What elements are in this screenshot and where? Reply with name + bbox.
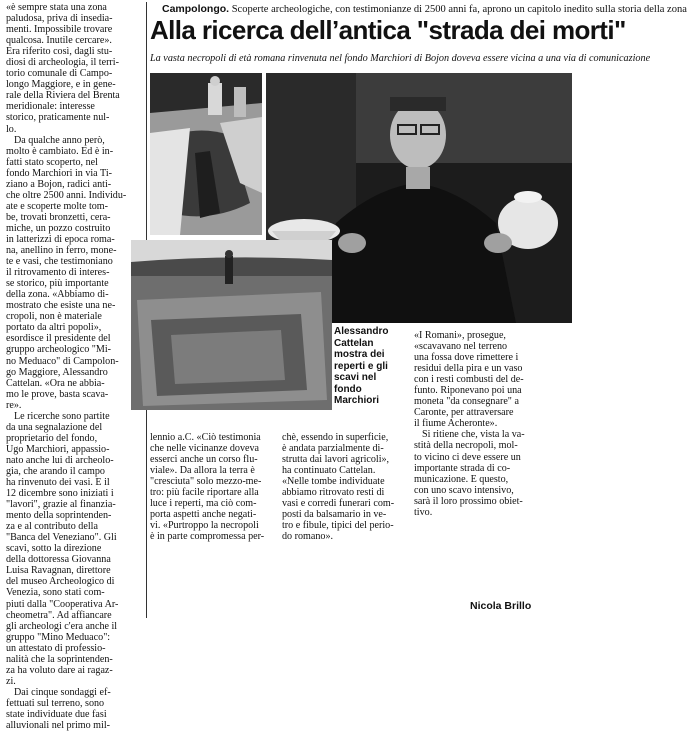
kicker-place: Campolongo. (162, 3, 230, 15)
column-1 (6, 2, 142, 731)
col1-paragraph-4: Dai cinque sondaggi ef- fettuati sul terreno, sono state individuate due fasi alluvionali nel primo mil- (6, 686, 111, 731)
col1-paragraph-1: «è sempre stata una zona paludosa, priva di insedia- menti. Impossibile trovare qualcosa. Inutile cercare». Era riferito così, dagli stu- diosi di archeologia, il terri- torio comunale di Campo- longo Maggiore, e in gene- rale della Riviera del Brenta meridionale: interesse storico, praticamente nul- lo. (6, 2, 120, 135)
col3-paragraph-1: chè, essendo in superficie, è andata parzialmente di- strutta dai lavori agricoli», ha continuato Cattelan. «Nelle tombe individuate abbiamo ritrovato resti di vasi e corredi funerari com- posti da balsamario in ve- tro e fibule, tipici del perio- do romano». (282, 432, 395, 543)
author-signature: Nicola Brillo (470, 600, 532, 612)
summary: La vasta necropoli di età romana rinvenuta nel fondo Marchiori di Bojon doveva essere vicina a una via di comunicazione (150, 53, 651, 64)
column-2 (150, 432, 274, 542)
col2-paragraph-1: lennio a.C. «Ciò testimonia che nelle vicinanze doveva esserci anche un corso flu- viale». Da allora la terra è "cresciuta" solo mezzo-me- tro: più facile riportare alla luce i reperti, ma ciò com- porta aspetti anche negati- vi. «Purtroppo la necropoli è in parte compromessa per- (150, 432, 265, 543)
col1-paragraph-3: Le ricerche sono partite da una segnalazione del proprietario del fondo, Ugo Marchiori, appassio- nato anche lui di archeolo- gia, che arando il campo ha rinvenuto dei vasi. E il 12 dicembre sono iniziati i "lavori", grazie al finanzia- mento della soprintenden- za e al contributo della "Banca del Veneziano". Gli scavi, sotto la direzione della dottoressa Giovanna Luisa Ravagnan, direttore del museo Archeologico di Venezia, sono stati com- piuti dalla "Cooperativa Ar- cheometra". Ad affiancare gli archeologi c'era anche il gruppo "Mino Meduaco": un attestato di professio- nalità che la soprintenden- za ha voluto dare ai ragaz- zi. (6, 410, 119, 687)
col4-paragraph-2: Si ritiene che, vista la va- stità della necropoli, mol- to vicino ci deve essere un importante strada di co- municazione. E questo, con uno scavo intensivo, sarà il loro prossimo obiet- tivo. (414, 429, 525, 518)
column-4 (414, 330, 570, 518)
col1-paragraph-2: Da qualche anno però, molto è cambiato. Ed è in- fatti stato scoperto, nel fondo Marchiori in via Ti- ziano a Bojon, radici anti- che oltre 2500 anni. Individu- ate e scoperte molte tom- be, trovati bronzetti, cera- miche, un pozzo costruito in latterizzi di epoca roma- na, anellino in ferro, mone- te e vasi, che testimoniano il ritrovamento di interes- se storico, più importante della zona. «Abbiamo di- mostrato che esiste una ne- cropoli, non è materiale portato da altri popoli», esordisce il presidente del gruppo archeologico "Mi- no Meduaco" di Campolon- go Maggiore, Alessandro Cattelan. «Ora ne abbia- mo le prove, basta scava- re». (6, 134, 127, 411)
headline: Alla ricerca dell’antica "strada dei morti" (150, 15, 626, 45)
photo-excavation-pit (150, 73, 262, 235)
col4-paragraph-1: «I Romani», prosegue, «scavavano nel terreno una fossa dove rimettere i residui della pira e un vaso con i resti combusti del de- funto. Riponevano poi una moneta "da consegnare" a Caronte, per attraversare il fiume Acheronte». (414, 330, 524, 430)
photo-caption: Alessandro Cattelan mostra dei reperti e gli scavi nel fondo Marchiori (334, 326, 389, 406)
column-3 (282, 432, 406, 542)
kicker-text: Scoperte archeologiche, con testimonianze di 2500 anni fa, aprono un capitolo inedito sulla storia della zona (231, 4, 687, 15)
photo-excavation-field (131, 240, 332, 410)
